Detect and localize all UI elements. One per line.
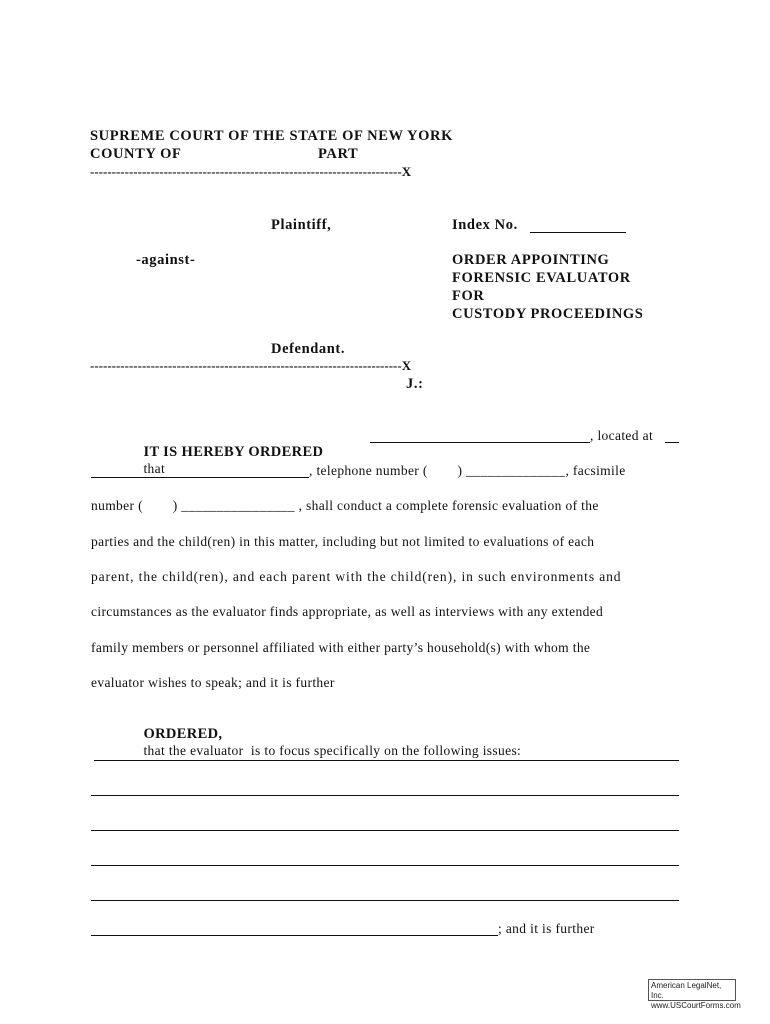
- divider-top: ------------------------------------------------------------------------X: [90, 164, 412, 179]
- issue-line-6[interactable]: [91, 935, 498, 936]
- paragraph-line-family: family members or personnel affiliated with either party’s household(s) with whom the: [91, 640, 591, 655]
- ordered-bold: IT IS HEREBY ORDERED: [143, 444, 324, 460]
- telephone-text: , telephone number ( ) ______________, facsimile: [309, 463, 626, 478]
- issue-line-4[interactable]: [91, 865, 679, 866]
- paragraph-line-parties: parties and the child(ren) in this matter, including but not limited to evaluations of each: [91, 534, 595, 549]
- ordered-heading: [136, 428, 323, 477]
- document-title-line-1: ORDER APPOINTING: [452, 252, 610, 268]
- document-title-line-3: FOR: [452, 288, 485, 304]
- county-label: COUNTY OF: [90, 146, 182, 162]
- number-text: number ( ) ________________ , shall conduct a complete forensic evaluation of the: [91, 498, 599, 513]
- defendant-label: Defendant.: [271, 341, 346, 357]
- ordered2-bold: ORDERED,: [143, 726, 223, 742]
- footer-line-2: www.USCourtForms.com: [651, 1001, 741, 1010]
- evaluator-name-field[interactable]: [370, 442, 590, 443]
- against-label: -against-: [136, 252, 196, 268]
- index-number-field[interactable]: [530, 232, 626, 233]
- ordered2-text: that the evaluator is to focus specifically on the following issues:: [143, 743, 522, 758]
- paragraph-line-parent: parent, the child(ren), and each parent with the child(ren), in such environments and: [91, 569, 622, 584]
- footer-line-1: American LegalNet, Inc.: [651, 981, 722, 1000]
- address-field[interactable]: [91, 477, 309, 478]
- paragraph-line-evaluator: evaluator wishes to speak; and it is further: [91, 675, 335, 690]
- ordered-second: [136, 710, 521, 759]
- issue-line-5[interactable]: [91, 900, 679, 901]
- part-label: PART: [318, 146, 359, 162]
- judge-label: J.:: [406, 376, 424, 392]
- publisher-footer: [648, 979, 741, 1010]
- court-name: SUPREME COURT OF THE STATE OF NEW YORK: [90, 128, 453, 144]
- issue-line-2[interactable]: [91, 795, 679, 796]
- issue-line-3[interactable]: [91, 830, 679, 831]
- index-number-label: Index No.: [452, 217, 518, 233]
- located-at-text: , located at: [590, 428, 654, 443]
- divider-bottom: ------------------------------------------------------------------------X: [90, 358, 412, 373]
- document-title-line-2: FORENSIC EVALUATOR: [452, 270, 631, 286]
- that-text: that: [143, 461, 166, 476]
- paragraph-line-circumstances: circumstances as the evaluator finds appropriate, as well as interviews with any extended: [91, 604, 604, 619]
- issue-line-1[interactable]: [94, 760, 679, 761]
- plaintiff-label: Plaintiff,: [271, 217, 332, 233]
- and-it-is-further-text: ; and it is further: [498, 921, 595, 936]
- document-title-line-4: CUSTODY PROCEEDINGS: [452, 306, 644, 322]
- address-field-start[interactable]: [665, 442, 679, 443]
